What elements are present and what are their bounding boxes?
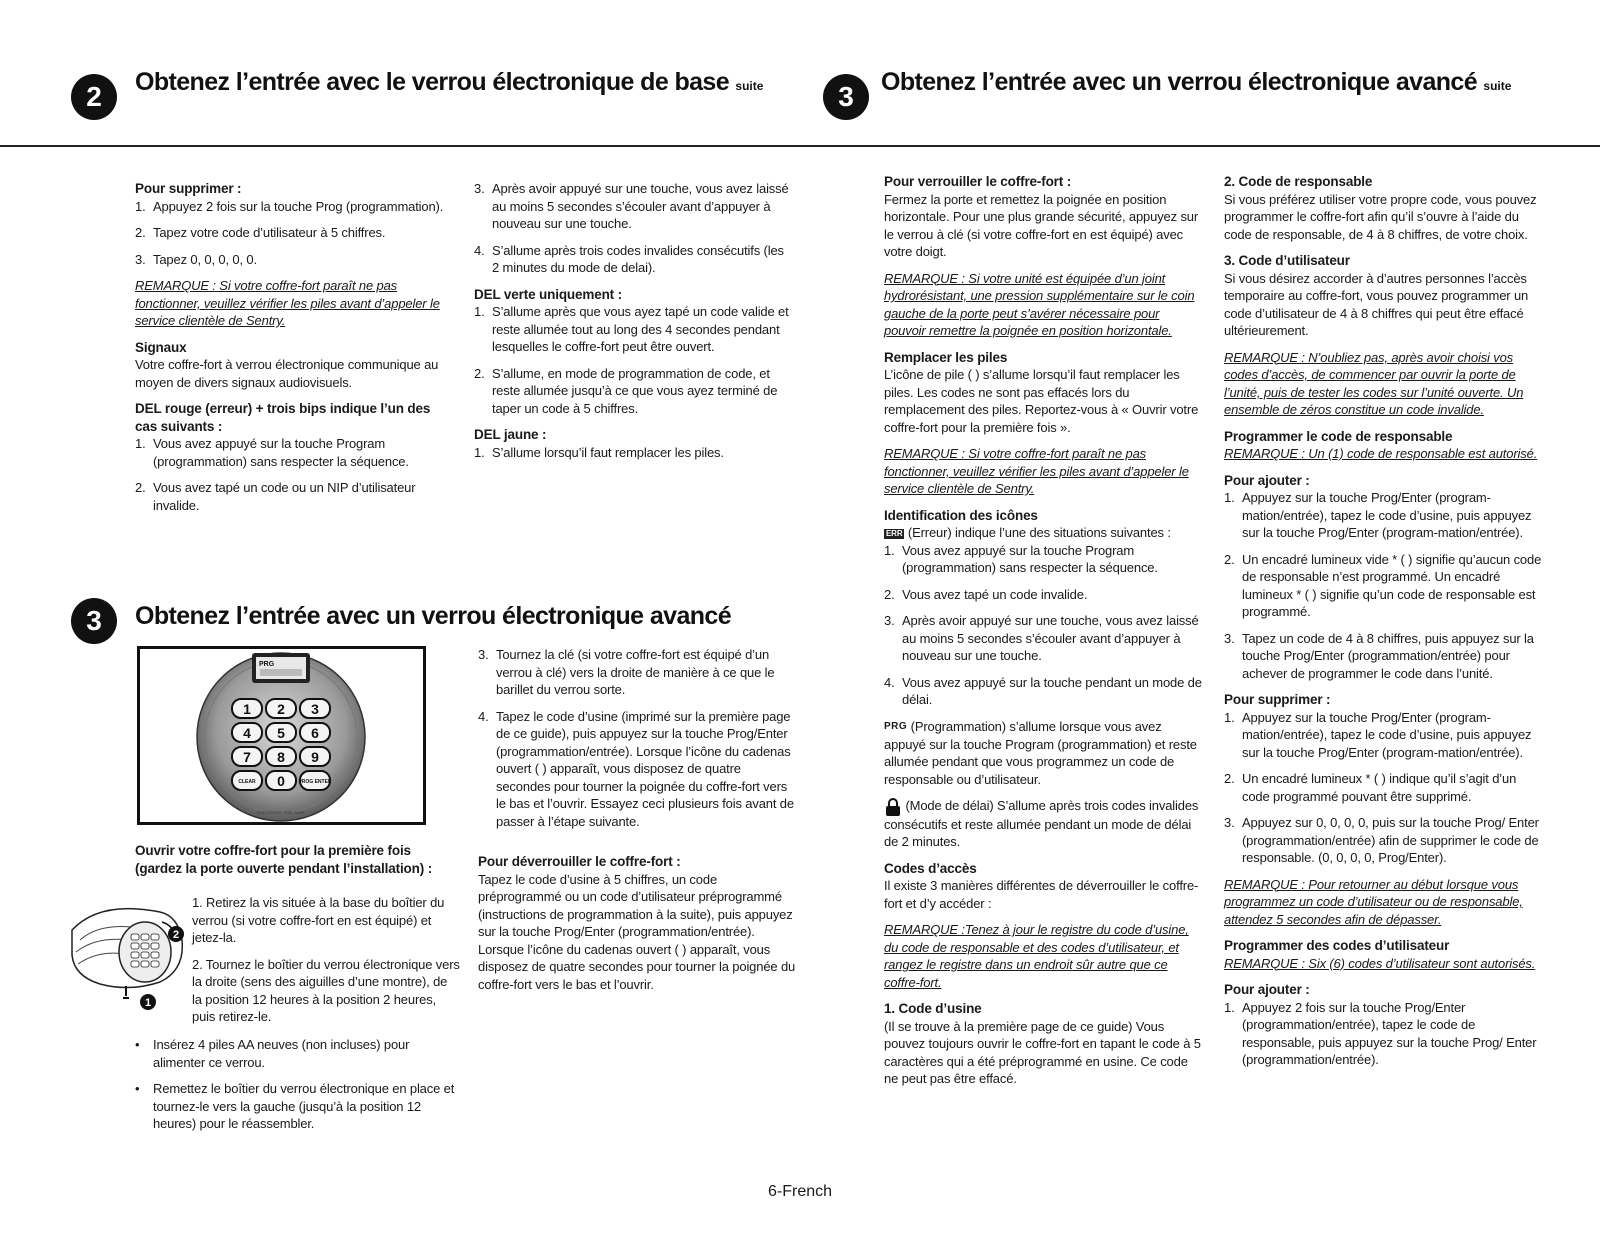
heading: 3. Code d’utilisateur (1224, 253, 1350, 268)
list-item: 1. S’allume lorsqu’il faut remplacer les piles. (474, 444, 724, 460)
numbered-list (884, 542, 1202, 709)
note: REMARQUE : Si votre coffre-fort paraît ne pas fonctionner, veuillez vérifier les piles avant d’appeler le service clientèle de Sentry. (884, 446, 1189, 496)
list-item: 1. Vous avez appuyé sur la touche Program (programmation) sans respecter la séquence. (884, 542, 1158, 575)
numbered-list (1224, 489, 1546, 682)
heading: Pour ajouter : (1224, 472, 1310, 488)
keypad-key-label: 6 (311, 725, 319, 741)
paragraph: Fermez la porte et remettez la poignée en position horizontale. Pour une plus grande sécurité, appuyez sur le verrou à clé (si votre coffre-fort en est équipé) avec votre doigt. (884, 191, 1199, 259)
heading: DEL rouge (erreur) + trois bips indique l’un des cas suivants : (135, 401, 431, 434)
list-item: 4. S’allume après trois codes invalides consécutifs (les 2 minutes du mode de delai). (474, 242, 784, 275)
column-6 (1224, 173, 1546, 1078)
list-item: 3. Appuyez sur 0, 0, 0, 0, puis sur la touche Prog/ Enter (programmation/entrée) afin de supprimer le code de responsable. (0, 0, 0, 0, Prog/Enter). (1224, 815, 1539, 865)
page-number: 6-French (767, 1183, 833, 1200)
column-2 (474, 180, 794, 470)
keypad-key-label: 1 (243, 701, 251, 717)
first-open-block (135, 842, 460, 877)
list-item: 1. Appuyez sur la touche Prog/Enter (program-mation/entrée), tapez le code d’usine, puis appuyez sur la touche Prog/Enter (program-mation/entrée). (1224, 709, 1532, 760)
list-item: 2. Un encadré lumineux vide * ( ) signifie qu’aucun code de responsable n’est programmé. Un encadré lumineux * ( ) signifie qu’un code de responsable est programmé. (1224, 551, 1542, 619)
list-item: 2. Vous avez tapé un code invalide. (884, 586, 1088, 602)
note: REMARQUE :Tenez à jour le registre du code d’usine, du code de responsable et des codes d’utilisateur, et rangez le registre dans un endroit sûr autre que ce coffre-fort. (884, 922, 1189, 990)
section-number-badge: 2 (71, 74, 117, 120)
section-title (135, 68, 763, 97)
numbered-list (478, 646, 798, 830)
note: REMARQUE : Un (1) code de responsable est autorisé. (1224, 446, 1538, 461)
header-divider (0, 145, 1600, 147)
heading: 1. Code d’usine (884, 1001, 982, 1017)
list-item: 3. Tournez la clé (si votre coffre-fort est équipé d’un verrou à clé) vers la droite de manière à ce que le barillet du verrou sorte. (478, 647, 775, 697)
numbered-list (474, 180, 794, 277)
keypad-key-label: 0 (277, 773, 285, 789)
list-item: 1. Appuyez 2 fois sur la touche Prog/Enter (programmation/entrée), tapez le code de responsable, puis appuyez sur la touche Prog/ Enter (programmation/entrée). (1224, 999, 1537, 1067)
section-title-text: Obtenez l’entrée avec le verrou électronique de base (135, 68, 730, 96)
paragraph: Votre coffre-fort à verrou électronique communique au moyen de divers signaux audiovisuels. (135, 357, 439, 390)
note: REMARQUE : Pour retourner au début lorsque vous programmez un code d’utilisateur ou de responsable, attendez 5 secondes afin de dépasser. (1224, 876, 1523, 927)
heading: Remplacer les piles (884, 349, 1008, 365)
list-item: • Remettez le boîtier du verrou électronique en place et tournez-le vers la gauche (jusqu’à la position 12 heures) pour le réassembler. (135, 1081, 455, 1131)
paragraph: L’icône de pile ( ) s’allume lorsqu’il faut remplacer les piles. Les codes ne sont pas effacés lors du remplacement des piles. Reportez-vous à « Ouvrir votre coffre-fort pour la première fois ». (884, 367, 1199, 435)
list-item: 1. Appuyez 2 fois sur la touche Prog (programmation). (135, 198, 444, 214)
display-prg-label: PRG (259, 661, 275, 668)
list-item: 1. Appuyez sur la touche Prog/Enter (program-mation/entrée), tapez le code d’usine, puis appuyez sur la touche Prog/Enter (program-mation/entrée). (1224, 490, 1532, 540)
padlock-icon (884, 798, 902, 816)
numbered-list (1224, 999, 1546, 1069)
note: REMARQUE : N’oubliez pas, après avoir choisi vos codes d’accès, de commencer par ouvrir la porte de l’unité, puis de tester les codes sur l’unité ouverte. Un ensemble de zéros constitue un code invalide. (1224, 349, 1524, 417)
paragraph: 2. Tournez le boîtier du verrou électronique vers la droite (sens des aiguilles d’une montre), de la position 12 heures à la position 2 heures, puis retirez-le. (192, 956, 460, 1024)
keypad-key-label: 4 (243, 725, 251, 741)
heading: Pour supprimer : (135, 181, 242, 196)
list-item: 3. Après avoir appuyé sur une touche, vous avez laissé au moins 5 secondes s’écouler avant d’appuyer à nouveau sur une touche. (884, 613, 1199, 663)
column-4 (478, 646, 798, 1002)
keypad-key-label: 5 (277, 725, 285, 741)
section-number-badge: 3 (71, 598, 117, 644)
first-open-steps (192, 894, 460, 1035)
paragraph: PRG (Programmation) s’allume lorsque vous avez appuyé sur la touche Program (programmation) et reste allumée pendant que vous programmez un code de responsable ou d’utilisateur. (884, 718, 1197, 787)
section-number-badge: 3 (823, 74, 869, 120)
prg-icon: PRG (884, 721, 908, 733)
numbered-list (1224, 709, 1546, 867)
heading: DEL jaune : (474, 427, 547, 442)
paragraph: (Mode de délai) S’allume après trois codes invalides consécutifs et reste allumée pendant un mode de délai de 2 minutes. (884, 798, 1199, 850)
keypad-key-label: 9 (311, 749, 319, 765)
section-title (881, 68, 1511, 97)
list-item: 1. S’allume après que vous ayez tapé un code valide et reste allumée tout au long des 4 secondes pendant lesquelles le coffre-fort peut être ouvert. (474, 304, 789, 354)
err-icon: ERR (886, 528, 903, 538)
note: REMARQUE : Si votre coffre-fort paraît ne pas fonctionner, veuillez vérifier les piles avant d’appeler le service clientèle de Sentry. (135, 278, 440, 328)
note: REMARQUE : Six (6) codes d’utilisateur sont autorisés. (1224, 955, 1536, 971)
first-open-bullets (135, 1036, 455, 1142)
section-title: Obtenez l’entrée avec un verrou électronique avancé (135, 602, 732, 630)
lock-removal-illustration (70, 900, 190, 1020)
callout-1: 1 (144, 997, 152, 1009)
column-1 (135, 180, 455, 523)
keypad-key-label: CLEAR (238, 779, 256, 785)
keypad-brand: ELECTRONIC FIRE-SAFE (257, 810, 305, 815)
numbered-list (474, 444, 794, 462)
paragraph: Il existe 3 manières différentes de déverrouiller le coffre-fort et d’y accéder : (884, 878, 1199, 911)
heading: Pour supprimer : (1224, 692, 1331, 707)
heading: Pour verrouiller le coffre-fort : (884, 174, 1072, 189)
heading: Ouvrir votre coffre-fort pour la première fois (gardez la porte ouverte pendant l’installation) : (135, 843, 433, 876)
list-item: 1. Vous avez appuyé sur la touche Program (programmation) sans respecter la séquence. (135, 436, 409, 469)
list-item: 3. Tapez un code de 4 à 8 chiffres, puis appuyez sur la touche Prog/Enter (programmation/entrée) pour achever de programmer le code dans l’unité. (1224, 630, 1534, 681)
list-item: 2. Un encadré lumineux * ( ) indique qu’il s’agit d’un code programmé pouvant être supprimé. (1224, 771, 1517, 804)
bullet-list (135, 1036, 455, 1133)
heading: Pour déverrouiller le coffre-fort : (478, 854, 681, 869)
list-item: 3. Tapez 0, 0, 0, 0, 0. (135, 251, 257, 267)
column-5 (884, 173, 1202, 1097)
list-item: 2. S’allume, en mode de programmation de code, et reste allumée jusqu’à ce que vous ayez terminé de taper un code à 5 chiffres. (474, 365, 778, 416)
section-title-text: Obtenez l’entrée avec un verrou électronique avancé (881, 68, 1478, 96)
keypad-key-label: 8 (277, 749, 285, 765)
err-line: ERR (Erreur) indique l’une des situations suivantes : (886, 525, 1171, 540)
list-item: 2. Tapez votre code d’utilisateur à 5 chiffres. (135, 225, 386, 240)
heading: Codes d’accès (884, 860, 977, 876)
heading: DEL verte uniquement : (474, 286, 622, 302)
paragraph: 1. Retirez la vis située à la base du boîtier du verrou (si votre coffre-fort en est équipé) et jetez-la. (192, 895, 445, 945)
numbered-list (135, 435, 455, 514)
list-item: 3. Après avoir appuyé sur une touche, vous avez laissé au moins 5 secondes s’écouler avant d’appuyer à nouveau sur une touche. (474, 181, 789, 231)
list-item: 4. Vous avez appuyé sur la touche pendant un mode de délai. (884, 674, 1202, 707)
heading: Pour ajouter : (1224, 982, 1310, 997)
callout-2: 2 (172, 929, 180, 941)
list-item: 2. Vous avez tapé un code ou un NIP d’utilisateur invalide. (135, 480, 416, 513)
paragraph: Si vous préférez utiliser votre propre code, vous pouvez programmer le coffre-fort afin qu’il s’ouvre à l’aide du code de responsable, de 4 à 8 chiffres, de votre choix. (1224, 191, 1537, 242)
section-title-suffix: suite (1483, 79, 1512, 93)
keypad-key-label: 2 (277, 701, 285, 717)
heading: Identification des icônes (884, 507, 1038, 523)
paragraph: Tapez le code d’usine à 5 chiffres, un code préprogrammé ou un code d’utilisateur préprogrammé (instructions de programmation à la suite), puis appuyez sur la touche Prog/Enter (programmation/entrée). Lorsque l’icône du cadenas ouvert ( ) apparaît, vous disposez de quatre secondes pour tourner la poignée du coffre-fort vers le bas et l’ouvrir. (478, 871, 796, 992)
keypad-key-label: 7 (243, 749, 251, 765)
list-item: • Insérez 4 piles AA neuves (non incluses) pour alimenter ce verrou. (135, 1037, 410, 1070)
numbered-list (135, 198, 455, 269)
heading: Programmer des codes d’utilisateur (1224, 938, 1450, 953)
numbered-list (474, 303, 794, 417)
note: REMARQUE : Si votre unité est équipée d’un joint hydrorésistant, une pression supplémentaire sur le coin gauche de la porte peut s’avérer nécessaire pour pouvoir remettre la poignée en position horizontale. (884, 270, 1195, 338)
keypad-image (140, 649, 423, 822)
heading: Signaux (135, 339, 187, 355)
list-item: 4. Tapez le code d’usine (imprimé sur la première page de ce guide), puis appuyez sur la touche Prog/Enter (programmation/entrée). Lorsque l’icône du cadenas ouvert ( ) apparaît, vous disposez de quatre secondes pour tourner la poignée du coffre-fort vers le bas et l’ouvrir. Essayez ceci plusieurs fois avant de passer à l’étape suivante. (478, 708, 794, 829)
keypad-illustration (137, 646, 426, 825)
paragraph: Si vous désirez accorder à d’autres personnes l’accès temporaire au coffre-fort, vous pouvez programmer un code d’utilisateur de 4 à 8 chiffres qui peut être effacé ultérieurement. (1224, 270, 1529, 338)
section-title-suffix: suite (735, 79, 764, 93)
heading: Programmer le code de responsable (1224, 428, 1453, 444)
heading: 2. Code de responsable (1224, 174, 1373, 189)
keypad-key-label: PROG ENTER (298, 779, 332, 785)
keypad-key-label: 3 (311, 701, 319, 717)
paragraph: (Il se trouve à la première page de ce guide) Vous pouvez toujours ouvrir le coffre-fort en tapant le code à 5 caractères qui a été préprogrammé en usine. Ce code ne peut pas être effacé. (884, 1018, 1201, 1087)
